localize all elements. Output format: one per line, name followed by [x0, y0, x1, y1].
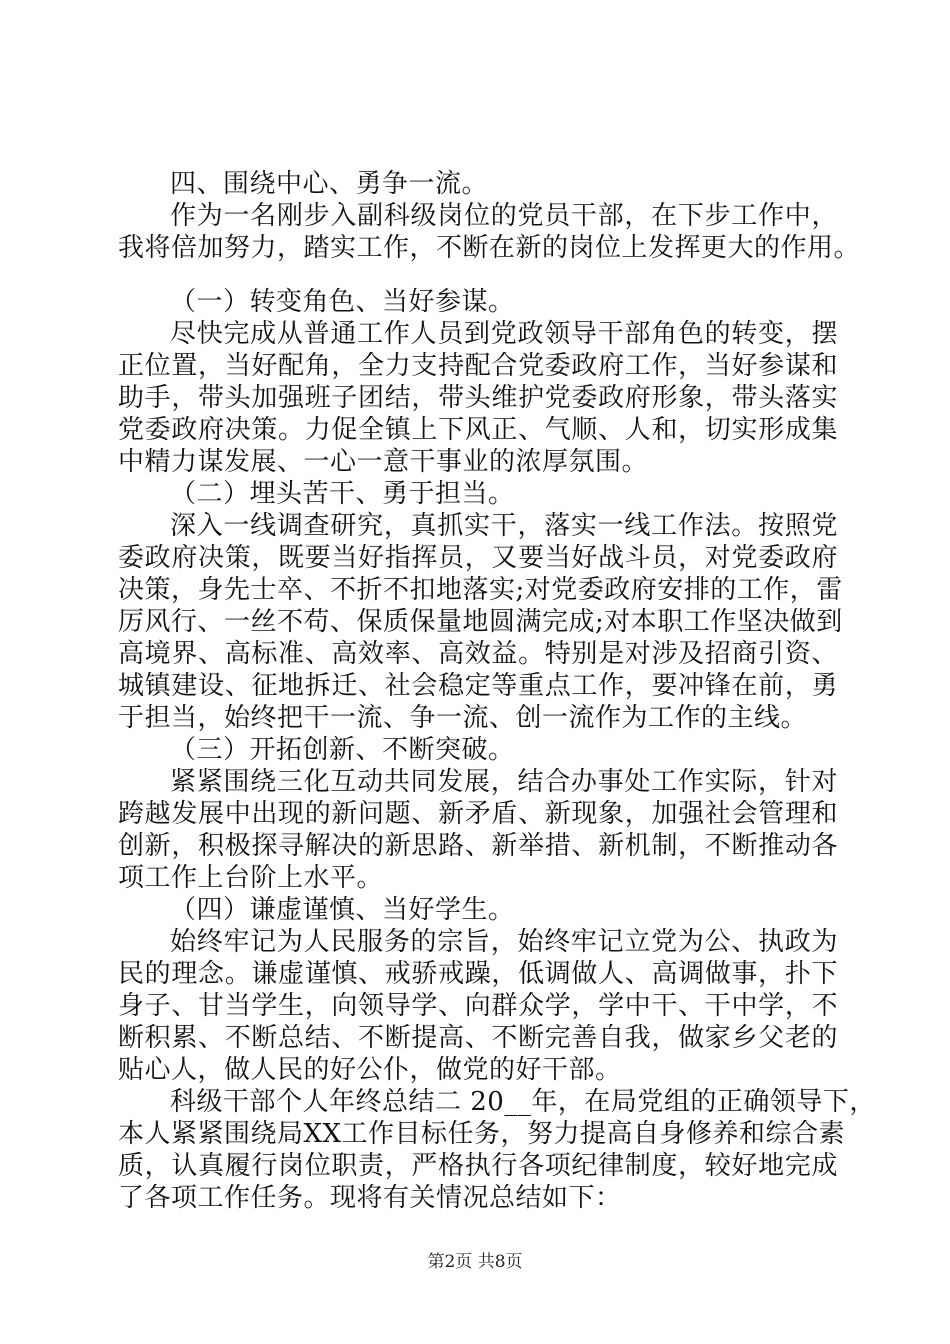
paragraph-line: 了各项工作任务。现将有关情况总结如下：	[118, 1183, 622, 1213]
paragraph-line: 我将倍加努力，踏实工作，不断在新的岗位上发挥更大的作用。	[118, 233, 861, 263]
subsection-heading: （四）谦虚谨慎、当好学生。	[170, 895, 515, 925]
paragraph-line: 紧紧围绕三化互动共同发展，结合办事处工作实际，针对	[170, 767, 838, 797]
page-number-footer: 第2页 共8页	[427, 1252, 523, 1272]
paragraph-line: 作为一名刚步入副科级岗位的党员干部，在下步工作中，	[170, 201, 838, 231]
paragraph-line: 断积累、不断总结、不断提高、不断完善自我，做家乡父老的	[118, 1023, 838, 1053]
paragraph-line: 始终牢记为人民服务的宗旨，始终牢记立党为公、执政为	[170, 927, 838, 957]
paragraph-line: 中精力谋发展、一心一意干事业的浓厚氛围。	[118, 447, 649, 477]
paragraph-line: 质，认真履行岗位职责，严格执行各项纪律制度，较好地完成	[118, 1151, 838, 1181]
paragraph-gap	[118, 264, 838, 286]
paragraph-line: 厉风行、一丝不苟、保质保量地圆满完成;对本职工作坚决做到	[118, 607, 843, 637]
paragraph-line: 党委政府决策。力促全镇上下风正、气顺、人和，切实形成集	[118, 415, 838, 445]
paragraph-line: 创新，积极探寻解决的新思路、新举措、新机制，不断推动各	[118, 831, 838, 861]
paragraph-line: 城镇建设、征地拆迁、社会稳定等重点工作，要冲锋在前，勇	[118, 671, 838, 701]
paragraph-line: 民的理念。谦虚谨慎、戒骄戒躁，低调做人、高调做事，扑下	[118, 959, 838, 989]
section-heading: 四、围绕中心、勇争一流。	[170, 169, 489, 199]
paragraph-line: 深入一线调查研究，真抓实干，落实一线工作法。按照党	[170, 511, 838, 541]
paragraph-line: 高境界、高标准、高效率、高效益。特别是对涉及招商引资、	[118, 639, 838, 669]
paragraph-line: 科级干部个人年终总结二 20__年，在局党组的正确领导下，	[170, 1087, 876, 1117]
paragraph-line: 项工作上台阶上水平。	[118, 863, 384, 893]
paragraph-line: 身子、甘当学生，向领导学、向群众学，学中干、干中学，不	[118, 991, 838, 1021]
paragraph-line: 决策，身先士卒、不折不扣地落实;对党委政府安排的工作，雷	[118, 575, 843, 605]
paragraph-line: 正位置，当好配角，全力支持配合党委政府工作，当好参谋和	[118, 351, 838, 381]
paragraph-line: 本人紧紧围绕局XX工作目标任务，努力提高自身修养和综合素	[118, 1119, 846, 1149]
paragraph-line: 于担当，始终把干一流、争一流、创一流作为工作的主线。	[118, 703, 808, 733]
paragraph-line: 跨越发展中出现的新问题、新矛盾、新现象，加强社会管理和	[118, 799, 838, 829]
paragraph-line: 助手，带头加强班子团结，带头维护党委政府形象，带头落实	[118, 383, 838, 413]
paragraph-line: 委政府决策，既要当好指挥员，又要当好战斗员，对党委政府	[118, 543, 838, 573]
subsection-heading: （二）埋头苦干、勇于担当。	[170, 479, 515, 509]
subsection-heading: （三）开拓创新、不断突破。	[170, 735, 515, 765]
document-body	[118, 168, 876, 1214]
paragraph-line: 贴心人，做人民的好公仆，做党的好干部。	[118, 1055, 622, 1085]
paragraph-line: 尽快完成从普通工作人员到党政领导干部角色的转变，摆	[170, 319, 838, 349]
subsection-heading: （一）转变角色、当好参谋。	[170, 287, 515, 317]
